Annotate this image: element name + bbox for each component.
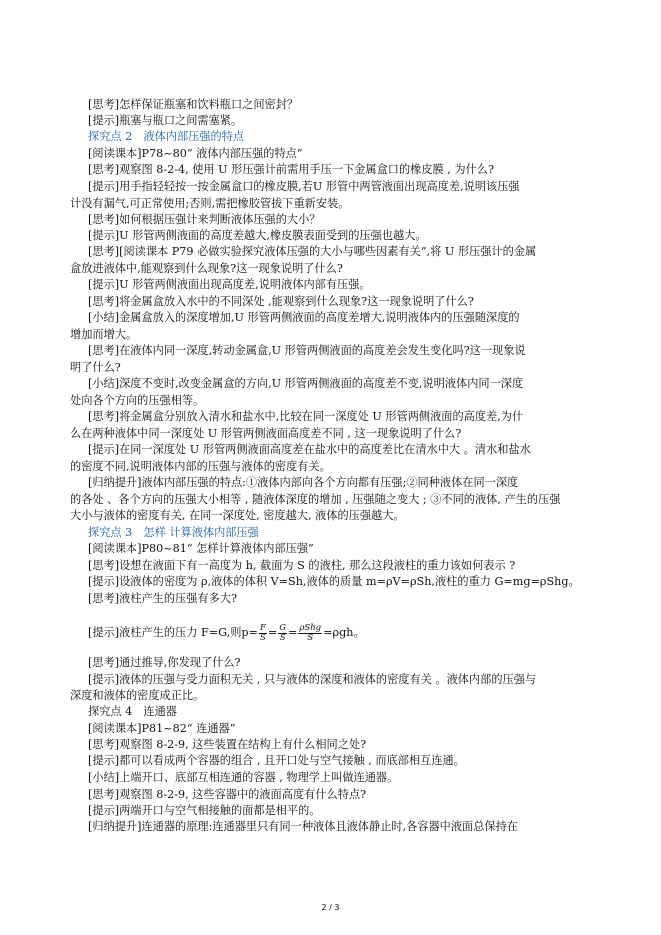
text-line: [思考]怎样保证瓶塞和饮料瓶口之间密封？: [88, 98, 299, 111]
text-line: [思考]如何根据压强计来判断液体压强的大小？: [88, 213, 321, 226]
page-number: 2 / 3: [321, 903, 340, 912]
text-line: [小结]深度不变时,改变金属盒的方向,U 形管两侧液面的高度差不变,说明液体内同一深度: [88, 377, 524, 390]
text-line: 盒放进液体中,能观察到什么现象?这一现象说明了什么?: [70, 262, 343, 275]
text-line: 增加而增大。: [70, 328, 138, 341]
text-line: 探究点 4 连通器: [88, 705, 177, 718]
text-line: [提示]瓶塞与瓶口之间需塞紧。: [88, 114, 243, 127]
text-line: [思考]液柱产生的压强有多大?: [88, 592, 237, 605]
text-line: 明了什么?: [70, 361, 121, 374]
section-heading: 探究点 2 液体内部压强的特点: [88, 130, 245, 143]
text-line: [归纳提升]连通器的原理:连通器里只有同一种液体且液体静止时,各容器中液面总保持在: [88, 820, 518, 833]
text-line: [提示]设液体的密度为 ρ,液体的体积 V=Sh,液体的质量 m=ρV=ρSh,液柱的重力 G=mg=ρShg。: [88, 575, 580, 588]
fraction-rhoshg-over-s: [298, 624, 322, 643]
fraction-rhoshg-over-s-denominator: S: [307, 632, 314, 643]
text-line: [提示]在同一深度处 U 形管两侧液面高度差在盐水中的高度差比在清水中大 。清水和盐水: [88, 443, 531, 456]
text-line: [小结]上端开口、底部互相连通的容器 , 物理学上叫做连通器。: [88, 771, 399, 784]
fraction-g-over-s-numerator: G: [279, 622, 287, 633]
text-line: [思考]在液体内同一深度,转动金属盒,U 形管两侧液面的高度差会发生变化吗?这一现象说: [88, 344, 526, 357]
fraction-rhoshg-over-s-numerator: ρShg: [299, 622, 322, 633]
text-line: 大小与液体的密度有关, 在同一深度处, 密度越大, 液体的压强越大。: [70, 509, 405, 522]
text-line: [提示]U 形管两侧液面的高度差越大,橡皮膜表面受到的压强也越大。: [88, 229, 427, 242]
text-line: [思考]设想在液面下有一高度为 h, 截面为 S 的液柱, 那么这段液柱的重力该如何表示 ?: [88, 559, 516, 572]
text-line: [提示]用手指轻轻按一按金属盒口的橡皮膜,若U 形管中两管液面出现高度差,说明该压强: [88, 180, 520, 193]
text-line: [阅读课本]P78~80“ 液体内部压强的特点”: [88, 147, 303, 160]
section-heading: 探究点 3 怎样 计算液体内部压强: [88, 526, 259, 539]
fraction-f-over-s-denominator: S: [259, 632, 266, 643]
text-line: [阅读课本]P81~82“ 连通器”: [88, 722, 236, 735]
text-line: [思考]观察图 8-2-9, 这些装置在结构上有什么相同之处?: [88, 738, 367, 751]
text-line: 的各处 、各个方向的压强大小相等 , 随液体深度的增加 , 压强随之变大 ; ③不同的液体, 产生的压强: [70, 493, 561, 506]
text-line: [思考]通过推导,你发现了什么?: [88, 656, 241, 669]
text-line: [阅读课本]P80~81“ 怎样计算液体内部压强”: [88, 542, 314, 555]
equals-sign: =: [267, 626, 278, 639]
text-line: [归纳提升]液体内部压强的特点:①液体内部向各个方向都有压强;②同种液体在同一深度: [88, 476, 519, 489]
equals-sign: =: [288, 626, 298, 639]
text-line: [思考]将金属盒放入水中的不同深处 ,能观察到什么现象?这一现象说明了什么?: [88, 295, 474, 308]
fraction-f-over-s-numerator: F: [259, 622, 266, 633]
fraction-f-over-s: [259, 624, 267, 643]
text-line: [提示]液体的压强与受力面积无关 , 只与液体的深度和液体的密度有关 。液体内部的压强与: [88, 673, 537, 686]
text-line: [思考]观察图 8-2-9, 这些容器中的液面高度有什么特点?: [88, 788, 367, 801]
text-line: [提示]U 形管两侧液面出现高度差,说明液体内部有压强。: [88, 278, 371, 291]
text-line: [提示]两端开口与空气相接触的面都是相平的。: [88, 804, 321, 817]
text-line: [思考][阅读课本 P79 必做实验探究液体压强的大小与哪些因素有关”,将 U 形压强计的金属: [88, 245, 537, 258]
text-line: 处向各个方向的压强相等。: [70, 394, 205, 407]
text-line: [提示]都可以看成两个容器的组合 , 且开口处与空气接触 , 而底部相互连通。: [88, 754, 465, 767]
text-line: 的密度不同,说明液体内部的压强与液体的密度有关。: [70, 460, 331, 473]
text-line: [思考]将金属盒分别放入清水和盐水中,比较在同一深度处 U 形管两侧液面的高度差,为什: [88, 410, 524, 423]
text-line: 计没有漏气,可正常使用;否则,需把橡胶管拔下重新安装。: [70, 197, 350, 210]
formula-line: [88, 622, 365, 644]
text-line: [思考]观察图 8-2-4, 使用 U 形压强计前需用手压一下金属盒口的橡皮膜 , 为什么?: [88, 163, 494, 176]
text-line: [小结]金属盒放入的深度增加,U 形管两侧液面的高度差增大,说明液体内的压强随深度的: [88, 311, 520, 324]
formula-prefix: [提示]液柱产生的压力 F=G,则p=: [88, 626, 258, 639]
formula-result: =ρgh。: [323, 626, 365, 639]
fraction-g-over-s-denominator: S: [279, 632, 286, 643]
text-line: 么在两种液体中同一深度处 U 形管两侧液面高度差不同 , 这一现象说明了什么?: [70, 427, 462, 440]
text-line: 深度和液体的密度成正比。: [70, 689, 205, 702]
fraction-g-over-s: [278, 624, 287, 643]
